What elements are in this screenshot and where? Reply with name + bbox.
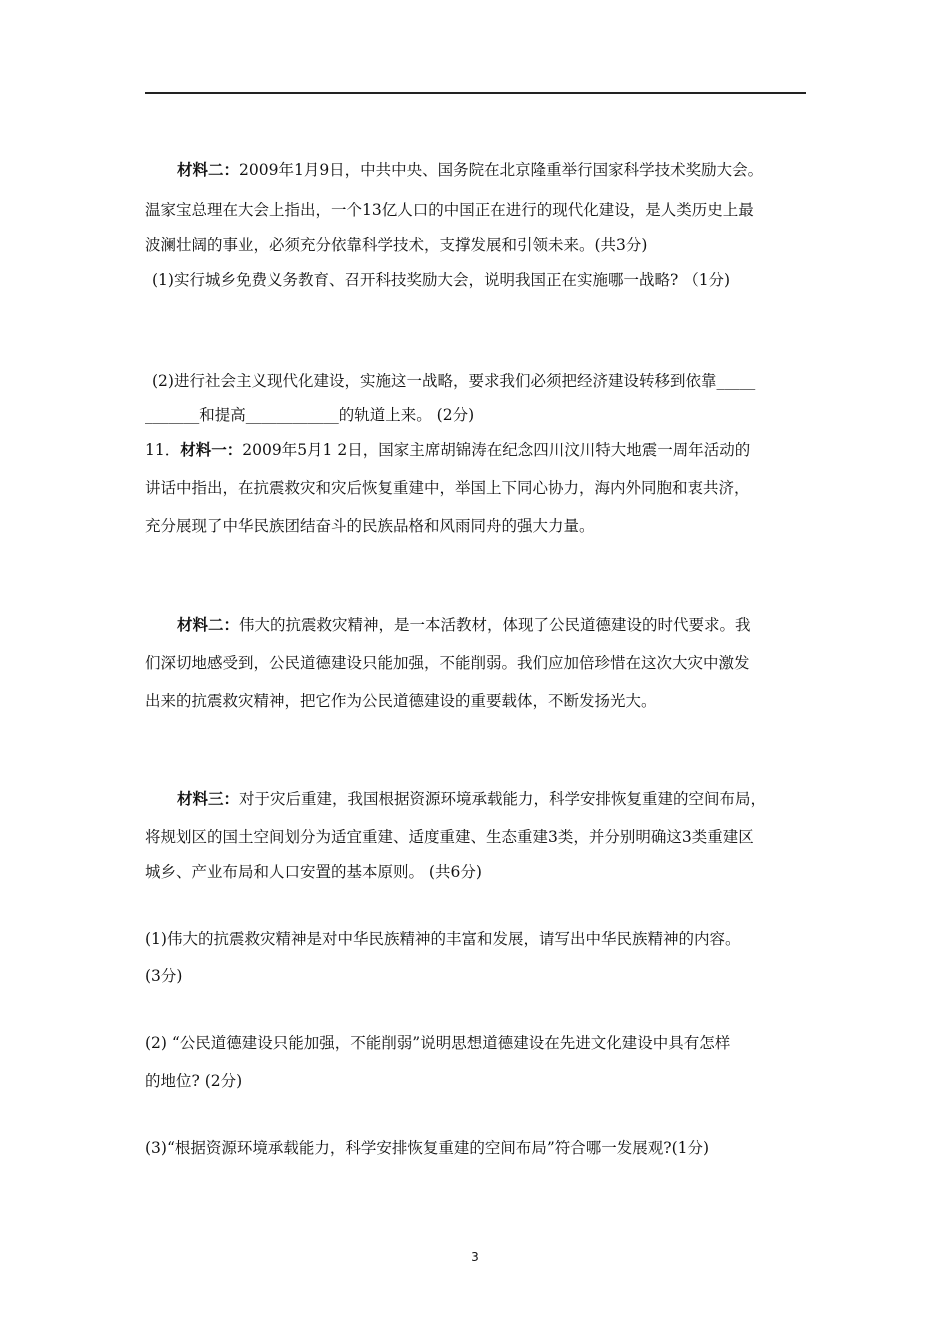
header-rule — [145, 92, 806, 94]
m3-line1: 材料三：对于灾后重建，我国根据资源环境承载能力，科学安排恢复重建的空间布局， — [177, 789, 767, 808]
m2b-line1: 材料二：伟大的抗震救灾精神，是一本活教材，体现了公民道德建设的时代要求。我 — [177, 615, 751, 634]
m3-line2: 将规划区的国土空间划分为适宜重建、适度重建、生态重建3类，并分别明确这3类重建区 — [145, 828, 754, 846]
m2b-line2: 们深切地感受到，公民道德建设只能加强，不能削弱。我们应加倍珍惜在这次大灾中激发 — [145, 654, 750, 672]
m2-line3: 波澜壮阔的事业，必须充分依靠科学技术，支撑发展和引领未来。(共3分) — [145, 236, 648, 254]
q11-1-line1: (1)伟大的抗震救灾精神是对中华民族精神的丰富和发展，请写出中华民族精神的内容。 — [145, 930, 741, 948]
m2-line2: 温家宝总理在大会上指出，一个13亿人口的中国正在进行的现代化建设，是人类历史上最 — [145, 201, 754, 219]
q11-line3: 充分展现了中华民族团结奋斗的民族品格和风雨同舟的强大力量。 — [145, 517, 595, 535]
q11-line2: 讲话中指出，在抗震救灾和灾后恢复重建中，举国上下同心协力，海内外同胞和衷共济， — [145, 479, 750, 497]
page-number: 3 — [471, 1250, 479, 1264]
m3-line3: 城乡、产业布局和人口安置的基本原则。 (共6分) — [145, 863, 482, 881]
q10-2-line1: (2)进行社会主义现代化建设，实施这一战略，要求我们必须把经济建设转移到依靠_____ — [152, 372, 756, 390]
q10-1: (1)实行城乡免费义务教育、召开科技奖励大会，说明我国正在实施哪一战略? （1分) — [152, 271, 731, 289]
q11-2-line1: (2) “公民道德建设只能加强，不能削弱”说明思想道德建设在先进文化建设中具有怎样 — [145, 1034, 731, 1052]
q11-3: (3)“根据资源环境承载能力，科学安排恢复重建的空间布局”符合哪一发展观?(1分) — [145, 1139, 710, 1157]
q11-line1: 11．材料一：2009年5月1 2日，国家主席胡锦涛在纪念四川汶川特大地震一周年活动的 — [145, 440, 751, 459]
q11-1-line2: (3分) — [145, 967, 183, 985]
m2-line1: 材料二：2009年1月9日，中共中央、国务院在北京隆重举行国家科学技术奖励大会。 — [177, 160, 764, 179]
q10-2-line2: _______和提高____________的轨道上来。 (2分) — [145, 406, 475, 424]
m2b-line3: 出来的抗震救灾精神，把它作为公民道德建设的重要载体，不断发扬光大。 — [145, 692, 657, 710]
q11-2-line2: 的地位? (2分) — [145, 1072, 243, 1090]
